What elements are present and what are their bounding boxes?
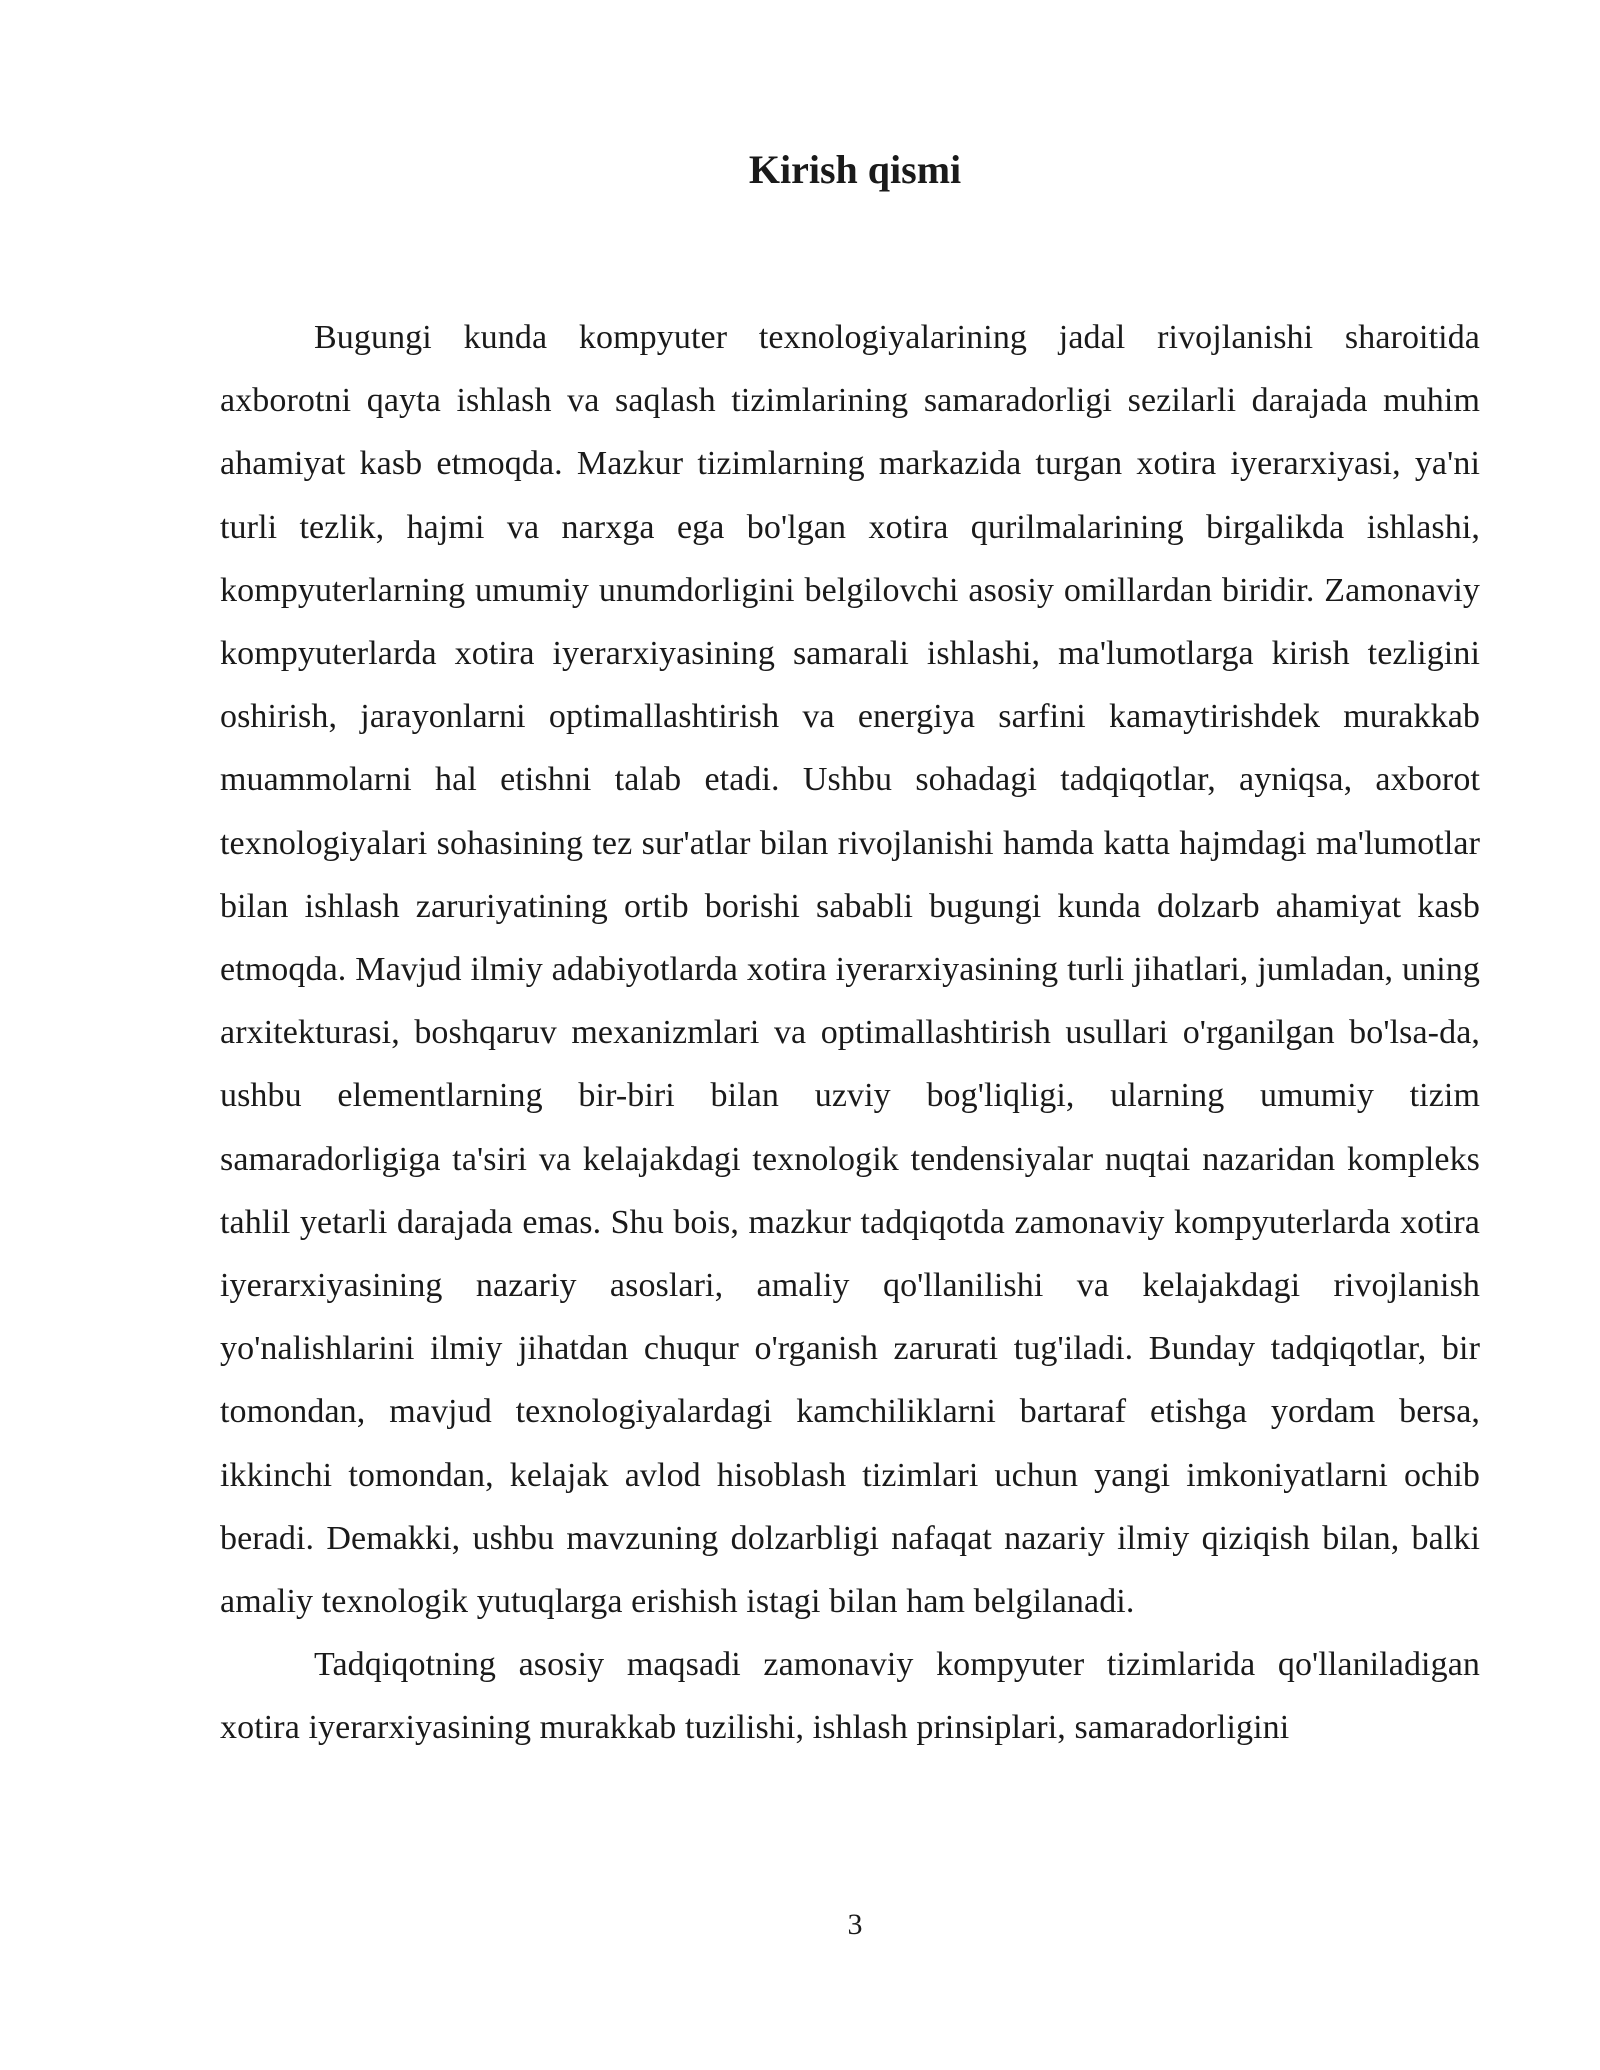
page-title: Kirish qismi [748, 147, 962, 192]
paragraph-2: Tadqiqotning asosiy maqsadi zamonaviy kompyuter tizimlarida qo'llaniladigan xotira iyerarxiyasining murakkab tuzilishi, ishlash prinsiplari, samaradorligini [220, 1646, 1480, 1747]
page-number: 3 [847, 1908, 863, 1941]
paragraph-1: Bugungi kunda kompyuter texnologiyalarining jadal rivojlanishi sharoitida axborotni qayta ishlash va saqlash tizimlarining samaradorligi sezilarli darajada muhim ahamiyat kasb etmoqda. Mazkur tizimlarning markazida turgan xotira iyerarxiyasi, ya'ni turli tezlik, hajmi va narxga ega bo'lgan xotira qurilmalarining birgalikda ishlashi, kompyuterlarning umumiy unumdorligini belgilovchi asosiy omillardan biridir. Zamonaviy kompyuterlarda xotira iyerarxiyasining samarali ishlashi, ma'lumotlarga kirish tezligini oshirish, jarayonlarni optimallashtirish va energiya sarfini kamaytirishdek murakkab muammolarni hal etishni talab etadi. Ushbu sohadagi tadqiqotlar, ayniqsa, axborot texnologiyalari sohasining tez sur'atlar bilan rivojlanishi hamda katta hajmdagi ma'lumotlar bilan ishlash zaruriyatining ortib borishi sababli bugungi kunda dolzarb ahamiyat kasb etmoqda. Mavjud ilmiy adabiyotlarda xotira iyerarxiyasining turli jihatlari, jumladan, uning arxitekturasi, boshqaruv mexanizmlari va optimallashtirish usullari o'rganilgan bo'lsa-da, ushbu elementlarning bir-biri bilan uzviy bog'liqligi, ularning umumiy tizim samaradorligiga ta'siri va kelajakdagi texnologik tendensiyalar nuqtai nazaridan kompleks tahlil yetarli darajada emas. Shu bois, mazkur tadqiqotda zamonaviy kompyuterlarda xotira iyerarxiyasining nazariy asoslari, amaliy qo'llanilishi va kelajakdagi rivojlanish yo'nalishlarini ilmiy jihatdan chuqur o'rganish zarurati tug'iladi. Bunday tadqiqotlar, bir tomondan, mavjud texnologiyalardagi kamchiliklarni bartaraf etishga yordam bersa, ikkinchi tomondan, kelajak avlod hisoblash tizimlari uchun yangi imkoniyatlarni ochib beradi. Demakki, ushbu mavzuning dolzarbligi nafaqat nazariy ilmiy qiziqish bilan, balki amaliy texnologik yutuqlarga erishish istagi bilan ham belgilanadi. [220, 319, 1480, 1621]
body-text [220, 306, 1480, 1760]
